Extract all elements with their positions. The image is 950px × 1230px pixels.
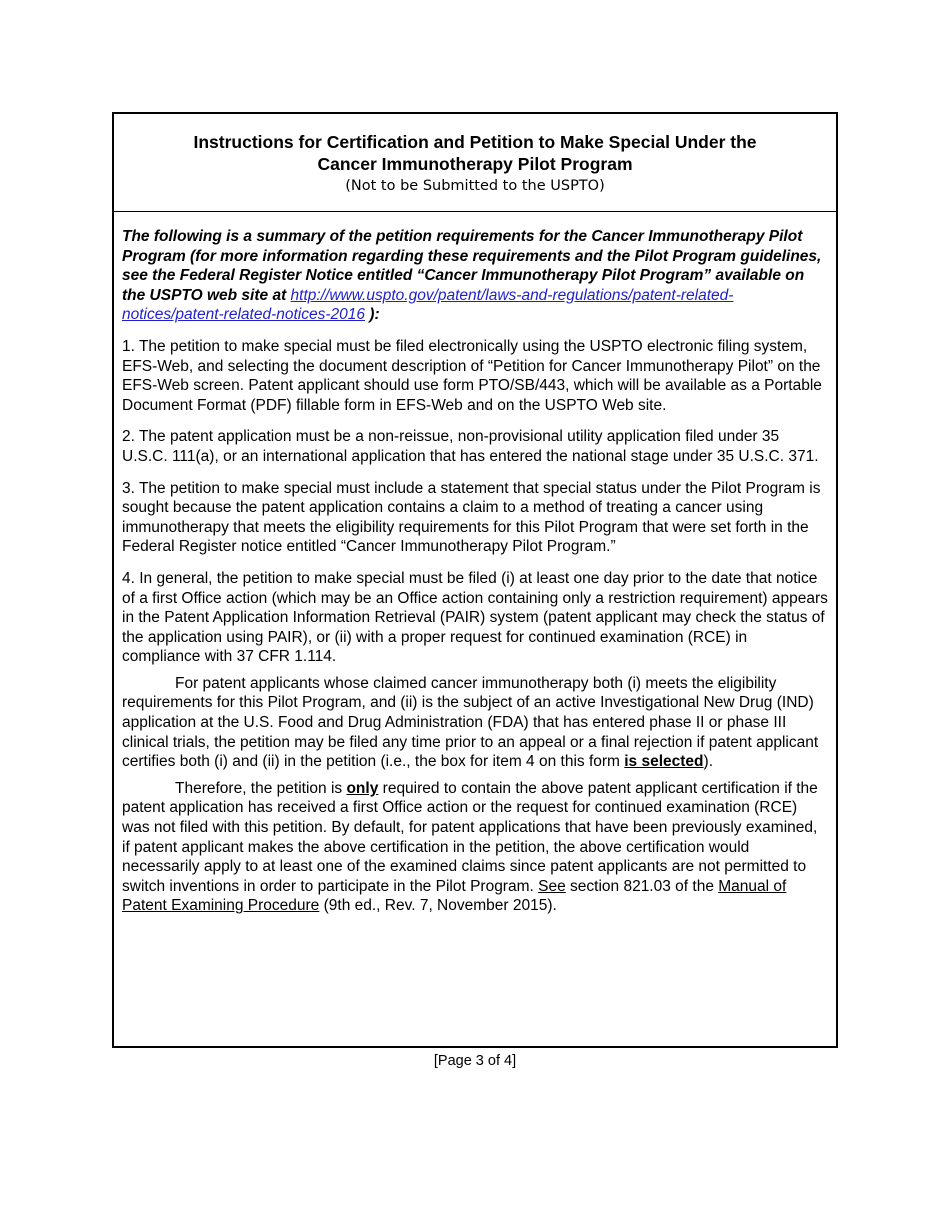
summary-paragraph: [122, 227, 828, 325]
therefore-text-a: Therefore, the petition is: [175, 779, 343, 797]
requirement-4: 4. In general, the petition to make special must be filed (i) at least one day prior to the date that notice of a first Office action (which may be an Office action containing only a restriction requirement) appears in the Patent Application Information Retrieval (PAIR) system (patent applicant may check the status of the application using PAIR), or (ii) with a proper request for continued examination (RCE) in compliance with 37 CFR 1.114.: [122, 569, 828, 666]
requirement-3: 3. The petition to make special must include a statement that special status under the Pilot Program is sought because the patent application contains a claim to a method of treating a cancer using immunotherapy that meets the eligibility requirements for this Pilot Program that were set forth in the Federal Register notice entitled “Cancer Immunotherapy Pilot Program.”: [122, 479, 821, 556]
therefore-text-b: required to contain the above patent applicant certification if the patent application has received a first Office action or the request for continued examination (RCE) was not filed with this petition. By default, for patent applications that have been previously examined, if patent applicant makes the above certification in the petition, the above certification would necessarily apply to at least one of the examined claims since patent applicants are not permitted to switch inventions in order to participate in the Pilot Program.: [122, 779, 818, 895]
see-reference: See: [538, 877, 566, 895]
instructions-box: [112, 112, 838, 1048]
ind-exception-paragraph: [122, 674, 828, 772]
requirement-2: 2. The patent application must be a non-reissue, non-provisional utility application filed under 35 U.S.C. 111(a), or an international application that has entered the national stage under 35 U.S.C. 371.: [122, 428, 819, 465]
instructions-header: [114, 114, 836, 212]
requirement-1: 1. The petition to make special must be filed electronically using the USPTO electronic filing system, EFS-Web, and selecting the document description of “Petition for Cancer Immunotherapy Pilot” on the EFS-Web screen. Patent applicant should use form PTO/SB/443, which will be available as a Portable Document Format (PDF) fillable form in EFS-Web and on the USPTO Web site.: [122, 337, 822, 414]
page-number: [Page 3 of 4]: [433, 1053, 517, 1069]
ind-exception-end: ).: [703, 753, 713, 771]
uspto-notices-link[interactable]: http://www.uspto.gov/patent/laws-and-regulations/patent-related-notices/patent-related-notices-2016: [122, 286, 734, 324]
therefore-text-c: section 821.03 of the: [570, 877, 714, 895]
summary-text: The following is a summary of the petition requirements for the Cancer Immunotherapy Pilot Program (for more information regarding these requirements and the Pilot Program guidelines, see the Federal Register Notice entitled “Cancer Immunotherapy Pilot Program” available on the USPTO web site at: [122, 228, 822, 304]
therefore-paragraph: [122, 779, 828, 916]
instructions-body: [114, 212, 836, 916]
title-line-1: Instructions for Certification and Petition to Make Special Under the: [193, 132, 757, 152]
subtitle: (Not to be Submitted to the USPTO): [345, 178, 605, 194]
therefore-text-d: (9th ed., Rev. 7, November 2015).: [323, 897, 557, 915]
is-selected-emphasis: is selected: [624, 753, 704, 771]
only-emphasis: only: [346, 779, 379, 797]
summary-closing: ):: [369, 306, 380, 324]
manual-title: Manual of Patent Examining Procedure: [122, 877, 787, 915]
title-line-2: Cancer Immunotherapy Pilot Program: [317, 154, 633, 174]
ind-exception-text: For patent applicants whose claimed cancer immunotherapy both (i) meets the eligibility requirements for this Pilot Program, and (ii) is the subject of an active Investigational New Drug (IND) application at the U.S. Food and Drug Administration (FDA) that has entered phase II or phase III clinical trials, the petition may be filed any time prior to an appeal or a final rejection if patent applicant certifies both (i) and (ii) in the petition (i.e., the box for item 4 on this form: [122, 674, 819, 771]
